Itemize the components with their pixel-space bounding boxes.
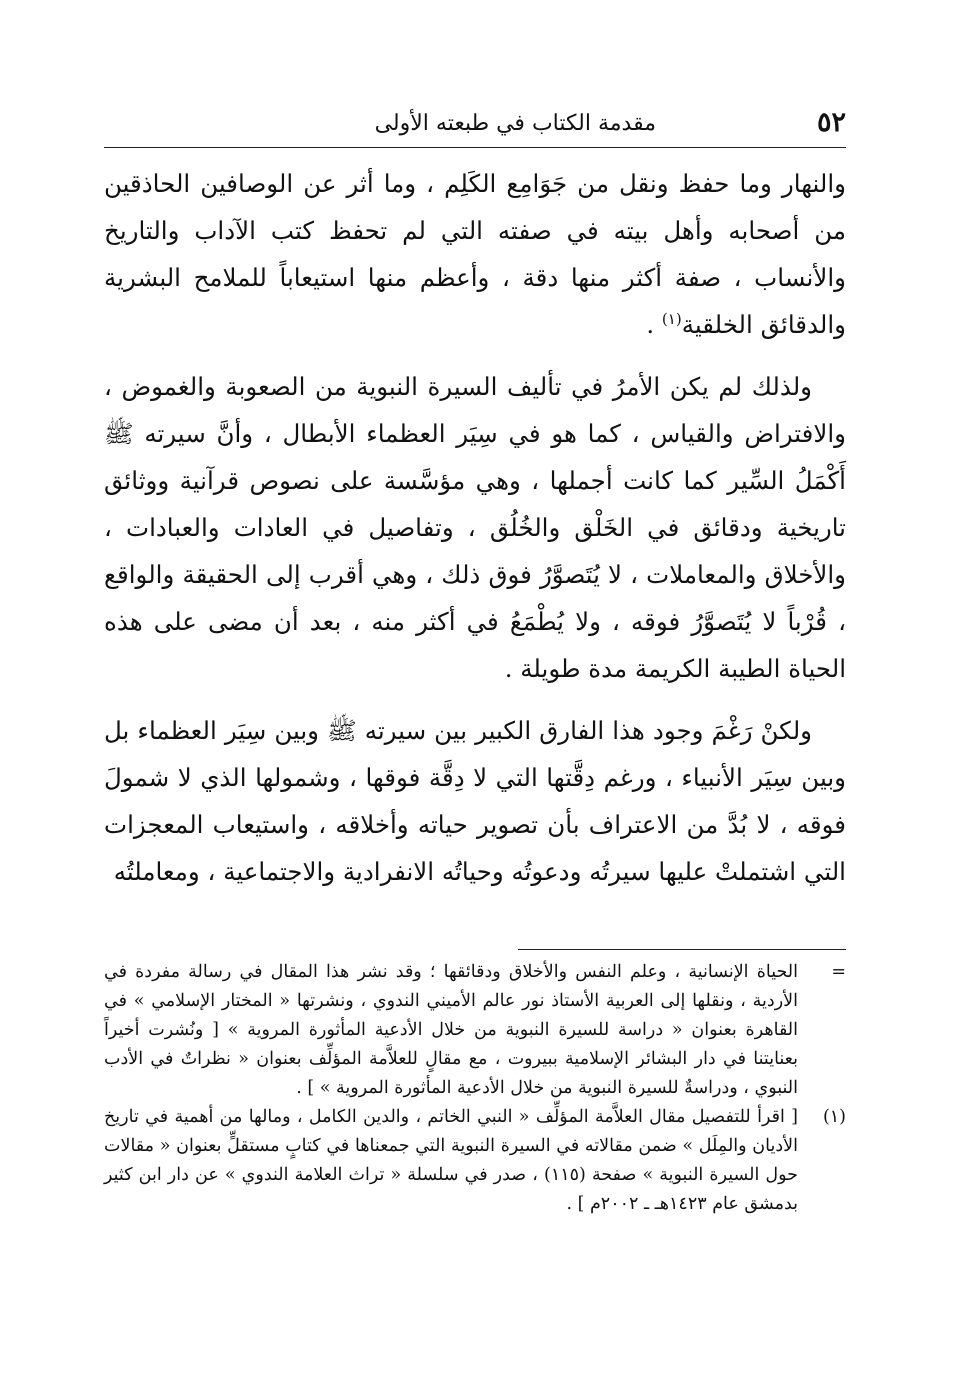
footnote-continued-text: الحياة الإنسانية ، وعلم النفس والأخلاق ودقائقها ؛ وقد نشر هذا المقال في رسالة مفردة في الأردية ، ونقلها إلى العربية الأستاذ نور عالم الأميني الندوي ، ونشرتها « المختار الإسلامي » في القاهرة بعنوان « دراسة للسيرة النبوية من خلال الأدعية المأثورة المروية » [ ونُشرت أخيراً بعنايتنا في دار البشائر الإسلامية ببيروت ، مع مقالٍ للعلاَّمة المؤلِّف بعنوان « نظراتٌ في الأدب النبوي ، ودراسةٌ للسيرة النبوية من خلال الأدعية المأثورة المروية » ] . (104, 962, 798, 1098)
header-rule (104, 147, 846, 148)
footnote-1 (104, 1103, 846, 1219)
footnotes (104, 958, 846, 1219)
footnote-reference[interactable]: (١) (661, 309, 682, 328)
page-header (104, 104, 846, 144)
footnote-continued (104, 958, 846, 1103)
footnote-1-marker: (١) (822, 1107, 846, 1127)
paragraph-1 (104, 160, 846, 348)
running-title: مقدمة الكتاب في طبعته الأولى (374, 111, 656, 136)
paragraph-3: ولكنْ رَغْمَ وجود هذا الفارق الكبير بين سيرته ﷺ وبين سِيَر العظماء بل وبين سِيَر الأنبياء ، ورغم دِقَّتها التي لا دِقَّة فوقها ، وشمولها الذي لا شمولَ فوقه ، لا بُدَّ من الاعتراف بأن تصوير حياته وأخلاقه ، واستيعاب المعجزات التي اشتملتْ عليها سيرتُه ودعوتُه وحياتُه الانفرادية والاجتماعية ، ومعاملتُه (104, 716, 846, 886)
main-text (104, 160, 846, 910)
paragraph-2: ولذلك لم يكن الأمرُ في تأليف السيرة النبوية من الصعوبة والغموض ، والافتراض والقياس ، كما هو في سِيَر العظماء الأبطال ، وأنَّ سيرته ﷺ أَكْمَلُ السِّير كما كانت أجملها ، وهي مؤسَّسة على نصوص قرآنية ووثائق تاريخية ودقائق في الخَلْق والخُلُق ، وتفاصيل في العادات والعبادات ، والأخلاق والمعاملات ، لا يُتَصوَّرُ فوق ذلك ، وهي أقرب إلى الحقيقة والواقع ، قُرْباً لا يُتَصوَّرُ فوقه ، ولا يُطْمَعُ في أكثر منه ، بعد أن مضى على هذه الحياة الطيبة الكريمة مدة طويلة . (104, 372, 846, 683)
paragraph-1-ending: . (646, 310, 662, 339)
paragraph-1-text: والنهار وما حفظ ونقل من جَوَامِع الكَلِم ، وما أثر عن الوصافين الحاذقين من أصحابه وأهل بيته في صفته التي لم تحفظ كتب الآداب والتاريخ والأنساب ، صفة أكثر منها دقة ، وأعظم منها استيعاباً للملامح البشرية والدقائق الخلقية (104, 169, 846, 339)
page-number: ٥٢ (816, 107, 846, 138)
footnote-1-text: [ اقرأ للتفصيل مقال العلاَّمة المؤلِّف « النبي الخاتم ، والدين الكامل ، ومالها من أهمية في تاريخ الأديان والمِلَل » ضمن مقالاته في السيرة النبوية التي جمعناها في كتابٍ مستقلٍّ بعنوان « مقالات حول السيرة النبوية » صفحة (١١٥) ، صدر في سلسلة « تراث العلامة الندوي » عن دار ابن كثير بدمشق عام ١٤٢٣هـ ـ ٢٠٠٢م ] . (104, 1107, 798, 1214)
footnote-separator (518, 949, 846, 950)
footnote-continued-marker: = (831, 962, 846, 982)
